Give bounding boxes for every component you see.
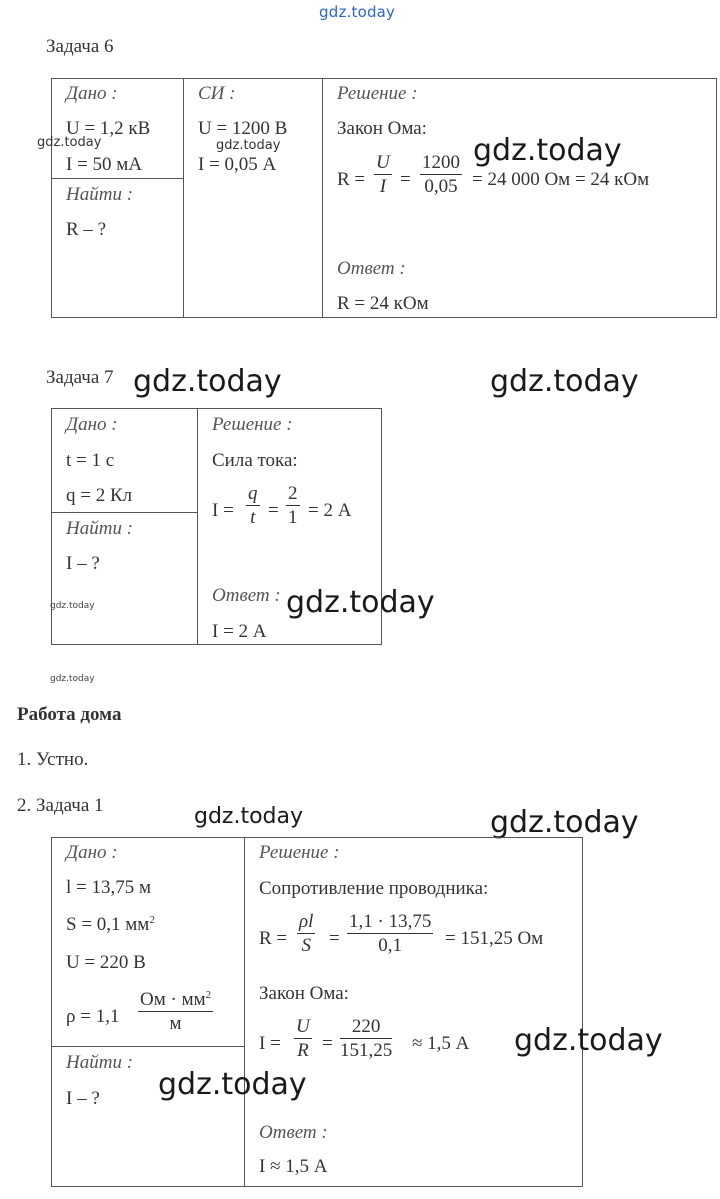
task7-find-heading: Найти :	[66, 518, 134, 539]
watermark-big-homework: gdz.today	[490, 805, 639, 840]
task7-border-top	[51, 408, 381, 409]
task7-law-label: Сила тока:	[212, 450, 298, 471]
task6-border-bottom	[51, 317, 716, 318]
task1-i-formula-lhs: I =	[259, 1033, 281, 1054]
task1-given-find-divider	[51, 1046, 244, 1047]
task7-formula-result: = 2 А	[308, 500, 352, 521]
task1-r-formula-lhs: R =	[259, 928, 288, 949]
watermark-big-task1-right: gdz.today	[514, 1023, 663, 1058]
watermark-tiny-mid: gdz.today	[50, 674, 95, 684]
task7-col-divider	[197, 408, 198, 645]
task7-formula-lhs: I =	[212, 500, 234, 521]
homework-heading: Работа дома	[17, 704, 122, 725]
task1-i-fraction-values: 220 151,25	[340, 1016, 393, 1061]
task1-given-l: l = 13,75 м	[66, 877, 152, 898]
task7-find-value: I – ?	[66, 553, 100, 574]
task7-given-heading: Дано :	[66, 414, 118, 435]
task1-answer-value: I ≈ 1,5 А	[259, 1156, 328, 1177]
watermark-top: gdz.today	[319, 3, 396, 21]
task7-title: Задача 7	[46, 367, 114, 388]
watermark-big-task7-answer: gdz.today	[286, 585, 435, 620]
task1-r-formula-eq: =	[329, 928, 340, 949]
task1-i-fraction-symbolic: U R	[296, 1016, 310, 1061]
task1-border-left	[51, 837, 52, 1187]
task1-border-bottom	[51, 1186, 582, 1187]
task1-r-fraction-values: 1,1 · 13,75 0,1	[349, 911, 432, 956]
task6-given-i: I = 50 мА	[66, 154, 143, 175]
task6-fraction-values: 1200 0,05	[422, 152, 460, 197]
task6-border-top	[51, 78, 716, 79]
homework-item-2: 2. Задача 1	[17, 795, 104, 816]
task7-given-find-divider	[51, 512, 197, 513]
task1-i-formula-result: ≈ 1,5 А	[412, 1033, 470, 1054]
task1-solution-heading: Решение :	[259, 842, 340, 863]
task6-col-divider-1	[183, 78, 184, 318]
watermark-big-task7-left: gdz.today	[133, 364, 282, 399]
task6-given-u: U = 1,2 кВ	[66, 118, 151, 139]
task6-si-heading: СИ :	[198, 83, 236, 104]
task7-formula-eq: =	[268, 500, 279, 521]
task6-fraction-ui: U I	[376, 152, 390, 197]
task6-law-label: Закон Ома:	[337, 118, 427, 139]
watermark-big-task7-right: gdz.today	[490, 364, 639, 399]
task1-find-heading: Найти :	[66, 1052, 134, 1073]
task6-given-find-divider	[51, 178, 183, 179]
task6-find-value: R – ?	[66, 219, 107, 240]
task7-fraction-qt: q t	[248, 483, 258, 528]
task6-find-heading: Найти :	[66, 184, 134, 205]
task6-answer-value: R = 24 кОм	[337, 293, 429, 314]
watermark-small-si: gdz.today	[216, 138, 281, 153]
watermark-medium-homework: gdz.today	[194, 804, 304, 829]
task1-given-heading: Дано :	[66, 842, 118, 863]
task7-answer-value: I = 2 А	[212, 621, 267, 642]
task6-col-divider-2	[322, 78, 323, 318]
task1-rho-lhs: ρ = 1,1	[66, 1006, 120, 1027]
watermark-tiny-task7: gdz.today	[50, 601, 95, 611]
task6-title: Задача 6	[46, 36, 114, 57]
task1-find-value: I – ?	[66, 1088, 100, 1109]
task1-border-top	[51, 837, 582, 838]
task7-fraction-values: 2 1	[288, 483, 298, 528]
task1-border-right	[582, 837, 583, 1187]
task1-r-fraction-symbolic: ρl S	[299, 911, 314, 956]
task1-i-formula-eq: =	[322, 1033, 333, 1054]
task1-given-s: S = 0,1 $мм^2$	[66, 914, 155, 935]
task1-col-divider	[244, 837, 245, 1187]
task6-si-u: U = 1200 В	[198, 118, 288, 139]
homework-item-1: 1. Устно.	[17, 749, 89, 770]
task1-given-u: U = 220 В	[66, 952, 146, 973]
task6-formula-eq: =	[400, 169, 411, 190]
task1-r-formula-result: = 151,25 Ом	[445, 928, 544, 949]
task7-border-bottom	[51, 644, 381, 645]
task1-answer-heading: Ответ :	[259, 1122, 328, 1143]
task6-given-heading: Дано :	[66, 83, 118, 104]
task7-answer-heading: Ответ :	[212, 585, 281, 606]
task7-given-q: q = 2 Кл	[66, 485, 133, 506]
task1-law-label: Закон Ома:	[259, 983, 349, 1004]
task1-resistance-label: Сопротивление проводника:	[259, 878, 489, 899]
watermark-big-task6: gdz.today	[473, 133, 622, 168]
task7-given-t: t = 1 с	[66, 450, 115, 471]
task6-answer-heading: Ответ :	[337, 258, 406, 279]
task7-solution-heading: Решение :	[212, 414, 293, 435]
task1-rho-unit-fraction: Ом · $мм^2$ м	[140, 989, 212, 1034]
task6-solution-heading: Решение :	[337, 83, 418, 104]
task6-border-left	[51, 78, 52, 318]
task6-formula-lhs: R =	[337, 169, 366, 190]
task6-si-i: I = 0,05 А	[198, 154, 277, 175]
task6-border-right	[716, 78, 717, 318]
task6-formula-result: = 24 000 Ом = 24 кОм	[472, 169, 650, 190]
watermark-big-task1-left: gdz.today	[158, 1067, 307, 1102]
watermark-small-left: gdz.today	[37, 135, 102, 150]
